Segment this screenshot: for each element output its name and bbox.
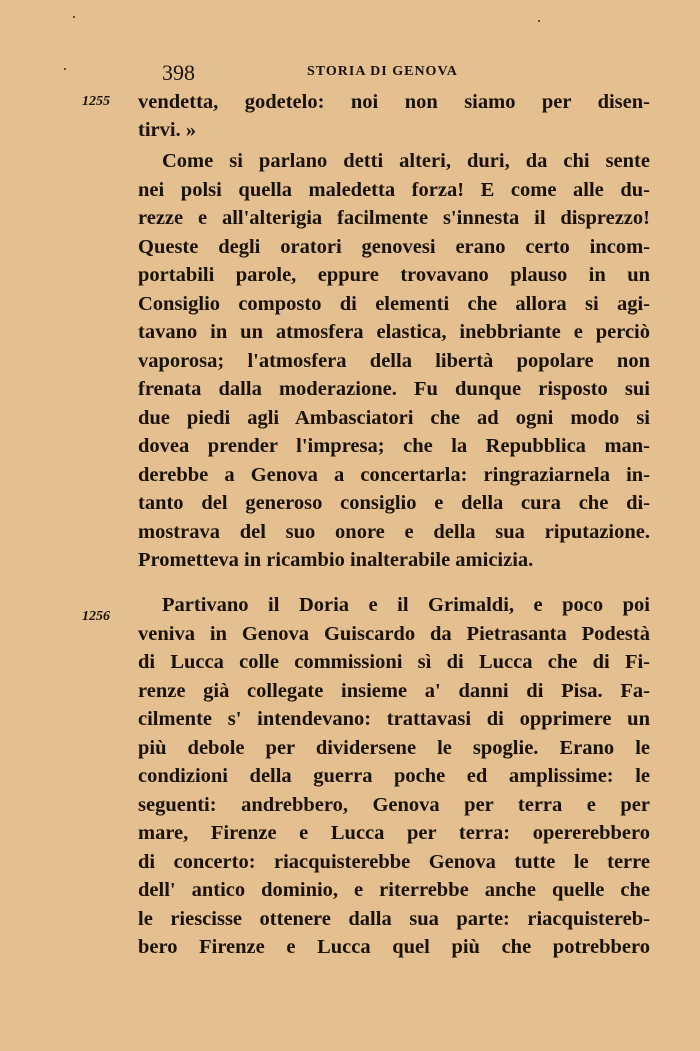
text-line: nei polsi quella maledetta forza! E come alle du- bbox=[138, 179, 650, 201]
text-line: bero Firenze e Lucca quel più che potrebbero bbox=[138, 936, 650, 958]
text-line: Partivano il Doria e il Grimaldi, e poco poi bbox=[162, 594, 650, 616]
text-line: tanto del generoso consiglio e della cura che di- bbox=[138, 492, 650, 514]
text-line: due piedi agli Ambasciatori che ad ogni modo si bbox=[138, 407, 650, 429]
text-line: più debole per dividersene le spoglie. Erano le bbox=[138, 737, 650, 759]
running-title: STORIA DI GENOVA bbox=[307, 64, 458, 79]
text-line: Prometteva in ricambio inalterabile amicizia. bbox=[138, 549, 534, 571]
text-line: vendetta, godetelo: noi non siamo per disen- bbox=[138, 91, 650, 113]
text-line: condizioni della guerra poche ed amplissime: le bbox=[138, 765, 650, 787]
text-line: derebbe a Genova a concertarla: ringraziarnela in- bbox=[138, 464, 650, 486]
text-line: le riescisse ottenere dalla sua parte: riacquistereb- bbox=[138, 908, 650, 930]
text-line: cilmente s' intendevano: trattavasi di opprimere un bbox=[138, 708, 650, 730]
text-line: di Lucca colle commissioni sì di Lucca che di Fi- bbox=[138, 651, 650, 673]
text-line: Come si parlano detti alteri, duri, da chi sente bbox=[162, 150, 650, 172]
text-line: vaporosa; l'atmosfera della libertà popolare non bbox=[138, 350, 650, 372]
text-line: rezze e all'alterigia facilmente s'innesta il disprezzo! bbox=[138, 207, 650, 229]
page-number: 398 bbox=[162, 60, 195, 85]
text-line: tavano in un atmosfera elastica, inebbriante e perciò bbox=[138, 321, 650, 343]
text-line: Queste degli oratori genovesi erano certo incom- bbox=[138, 236, 650, 258]
text-line: renze già collegate insieme a' danni di Pisa. Fa- bbox=[138, 680, 650, 702]
text-line: veniva in Genova Guiscardo da Pietrasanta Podestà bbox=[138, 623, 650, 645]
margin-year: 1256 bbox=[82, 609, 110, 624]
scan-speck bbox=[538, 20, 540, 22]
text-line: tirvi. » bbox=[138, 119, 197, 141]
text-line: frenata dalla moderazione. Fu dunque risposto sui bbox=[138, 378, 650, 400]
margin-year: 1255 bbox=[82, 94, 110, 109]
text-line: seguenti: andrebbero, Genova per terra e per bbox=[138, 794, 650, 816]
text-line: mostrava del suo onore e della sua riputazione. bbox=[138, 521, 650, 543]
text-line: mare, Firenze e Lucca per terra: opererebbero bbox=[138, 822, 650, 844]
text-line: di concerto: riacquisterebbe Genova tutte le terre bbox=[138, 851, 650, 873]
text-line: dell' antico dominio, e riterrebbe anche quelle che bbox=[138, 879, 650, 901]
text-line: dovea prender l'impresa; che la Repubblica man- bbox=[138, 435, 650, 457]
text-line: portabili parole, eppure trovavano plauso in un bbox=[138, 264, 650, 286]
scan-speck bbox=[73, 16, 75, 18]
text-line: Consiglio composto di elementi che allora si agi- bbox=[138, 293, 650, 315]
scan-speck bbox=[64, 68, 66, 70]
